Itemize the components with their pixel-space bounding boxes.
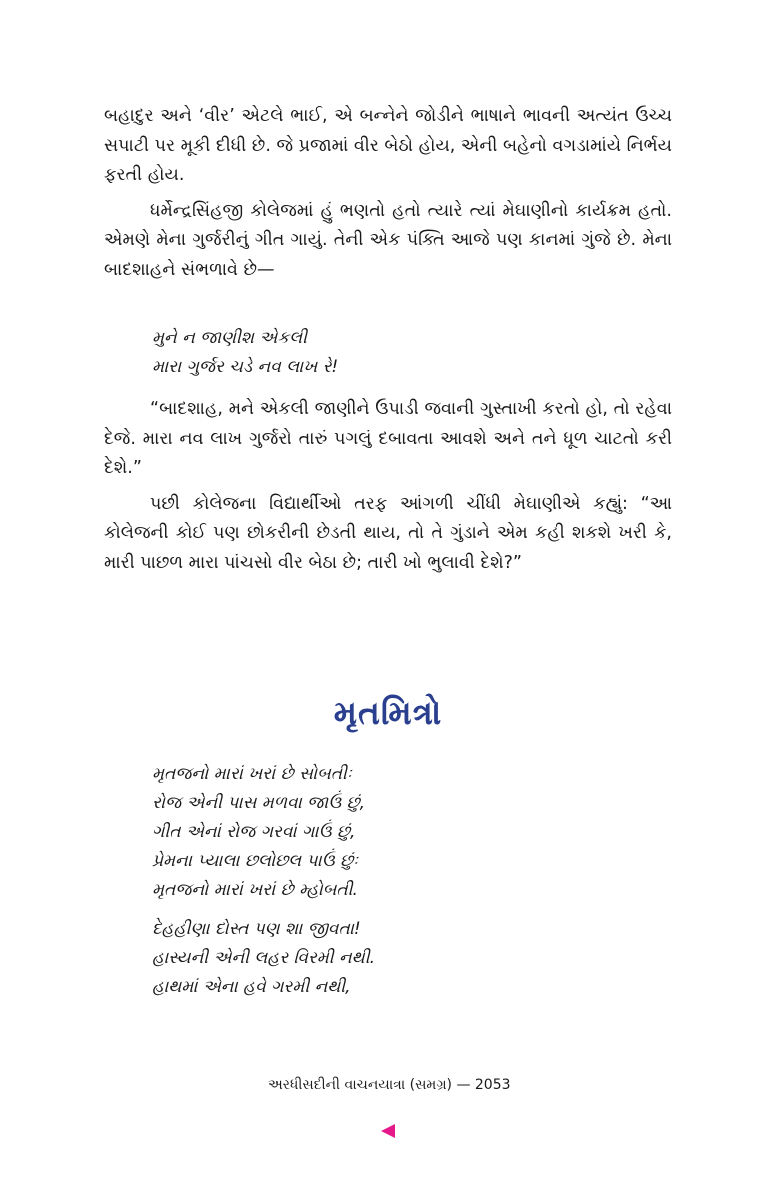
quoted-song xyxy=(152,324,338,382)
poem-title: મૃતમિત્રો xyxy=(333,693,443,732)
prose-block-1 xyxy=(104,102,672,291)
poem-body xyxy=(152,760,375,1002)
quote-line-1: મુને ન જાણીશ એકલી xyxy=(152,328,307,348)
paragraph-3: “બાદશાહ, મને એકલી જાણીને ઉપાડી જવાની ગુસ્તાખી કરતો હો, તો રહેવા દેજે. મારા નવ લાખ ગુર્જરો તારું પગલું દબાવતા આવશે અને તને ધૂળ ચાટતો કરી દેશે.” xyxy=(104,399,672,478)
paragraph-1: બહાદુર અને ‘વીર’ એટલે ભાઈ, એ બન્નેને જોડીને ભાષાને ભાવની અત્યંત ઉચ્ચ સપાટી પર મૂકી દીધી છે. જે પ્રજામાં વીર બેઠો હોય, એની બહેનો વગડામાંયે નિર્ભય ફરતી હોય. xyxy=(104,106,672,185)
paragraph-2: ધર્મેન્દ્રસિંહજી કોલેજમાં હું ભણતો હતો ત્યારે ત્યાં મેઘાણીનો કાર્યક્રમ હતો. એમણે મેના ગુર્જરીનું ગીત ગાયું. તેની એક પંક્તિ આજે પણ કાનમાં ગુંજે છે. મેના બાદશાહને સંભળાવે છે— xyxy=(104,200,672,280)
poem-line: હાસ્યની એની લહર વિરમી નથી. xyxy=(152,948,375,968)
paragraph-4: પછી કોલેજના વિદ્યાર્થીઓ તરફ આંગળી ચીંધી મેઘાણીએ કહ્યું: “આ કોલેજની કોઈ પણ છોકરીની છેડતી થાય, તો તે ગુંડાને એમ કહી શકશે ખરી કે, મારી પાછળ મારા પાંચસો વીર બેઠા છે; તારી ખો ભુલાવી દેશે?” xyxy=(104,493,672,573)
poem-line: મૃતજનો મારાં ખરાં છે સોબતીઃ xyxy=(152,764,352,784)
page-footer: અરધીસદીની વાચનયાત્રા (સમગ્ર) — 2053 xyxy=(268,1077,511,1093)
previous-page-arrow-icon[interactable] xyxy=(381,1124,395,1138)
quote-line-2: મારા ગુર્જર ચડે નવ લાખ રે! xyxy=(152,357,339,377)
poem-line: દેહહીણા દોસ્ત પણ શા જીવતા! xyxy=(152,919,361,939)
stanza-break xyxy=(152,905,375,915)
poem-line: રોજ એની પાસ મળવા જાઉં છું, xyxy=(152,793,365,813)
prose-block-2 xyxy=(104,395,672,584)
poem-line: ગીત એનાં રોજ ગરવાં ગાઉં છું, xyxy=(152,822,356,842)
poem-line: મૃતજનો મારાં ખરાં છે મ્હોબતી. xyxy=(152,880,358,900)
poem-line: પ્રેમના પ્યાલા છલોછલ પાઉં છુંઃ xyxy=(152,851,358,871)
poem-line: હાથમાં એના હવે ગરમી નથી, xyxy=(152,977,351,997)
